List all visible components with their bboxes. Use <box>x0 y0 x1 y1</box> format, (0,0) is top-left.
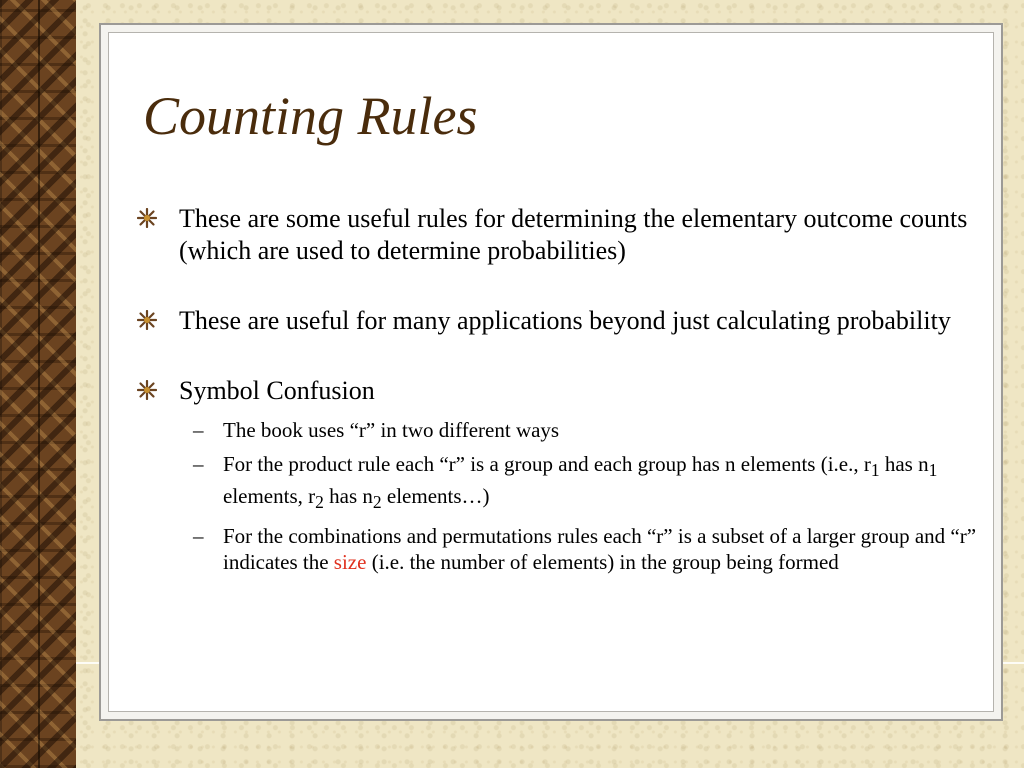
sub-bullet-item <box>137 451 997 515</box>
highlighted-word: size <box>333 550 367 575</box>
slide-title: Counting Rules <box>143 86 478 146</box>
bullet-text: These are useful for many applications beyond just calculating probability <box>179 306 951 335</box>
sub-bullet-text: For the product rule each “r” is a group and each group has n elements (i.e., $r_1$ has $n_1$ elements, $r_2$ has $n_2$ elements…) <box>223 452 938 513</box>
starburst-bullet-icon <box>137 310 157 330</box>
bullet-text: Symbol Confusion <box>179 376 375 405</box>
starburst-bullet-icon <box>137 380 157 400</box>
bullet-item <box>137 203 997 267</box>
dash-marker: – <box>193 452 204 476</box>
sub-bullet-list <box>137 417 997 575</box>
slide-content-area <box>108 32 994 712</box>
decorative-wood-strip <box>0 0 76 768</box>
starburst-bullet-icon <box>137 208 157 228</box>
bullet-list <box>137 203 997 583</box>
bullet-item <box>137 305 997 337</box>
slide-frame <box>99 23 1003 721</box>
sub-bullet-item <box>137 417 997 443</box>
sub-bullet-text: For the combinations and permutations rules each “r” is a subset of a larger group and “r” indicates the size (i.e. the number of elements) in the group being formed <box>223 524 977 575</box>
sub-bullet-text: The book uses “r” in two different ways <box>223 418 560 442</box>
dash-marker: – <box>193 524 204 549</box>
sub-bullet-item <box>137 523 997 575</box>
bullet-text: These are some useful rules for determining the elementary outcome counts (which are used to determine probabilities) <box>179 204 968 265</box>
bullet-item <box>137 375 997 407</box>
dash-marker: – <box>193 418 204 442</box>
